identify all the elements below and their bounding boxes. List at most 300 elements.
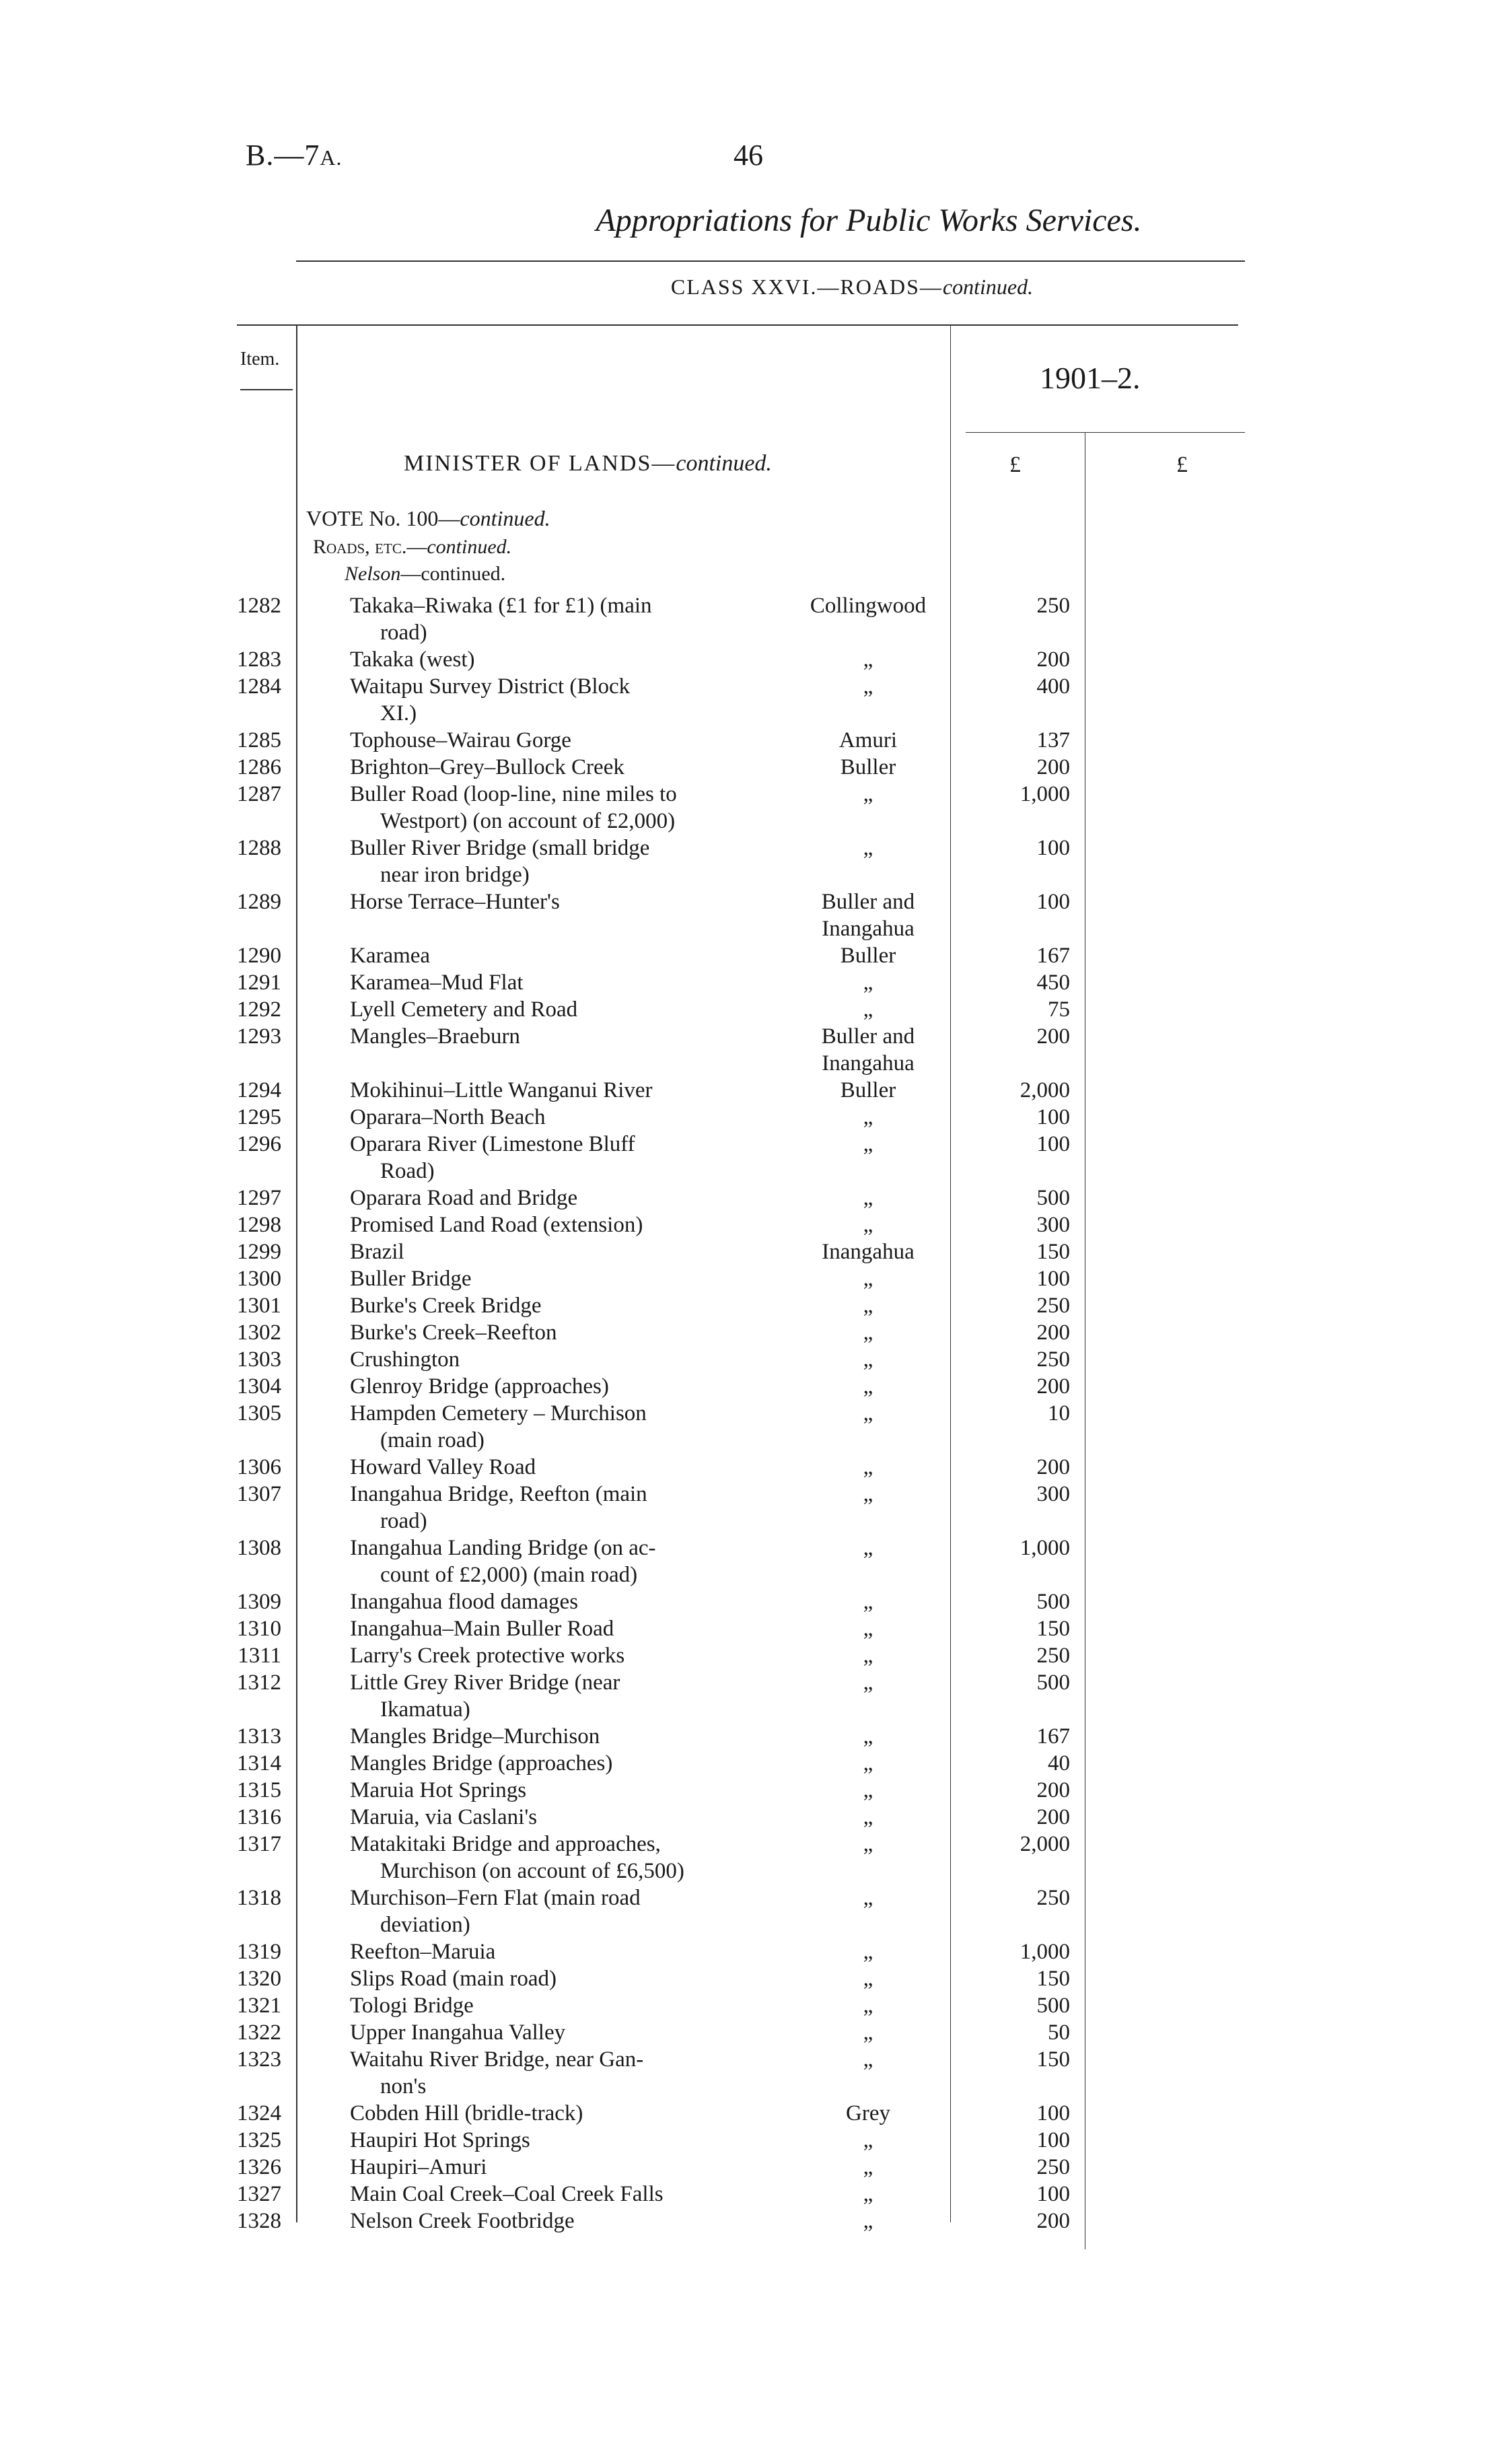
roads-subheading-main: Roads, etc.—: [313, 536, 427, 558]
district-line: „: [863, 836, 873, 860]
year-header-rule: [966, 432, 1245, 433]
item-column-divider: [296, 324, 297, 2222]
amount: 500: [1036, 1994, 1070, 2018]
amount: 10: [1048, 1401, 1070, 1425]
item-description-line: Maruia, via Caslani's: [350, 1805, 538, 1829]
nelson-subheading-continued: —continued.: [400, 563, 506, 585]
amount: 100: [1036, 2182, 1070, 2206]
amount: 40: [1048, 1751, 1070, 1775]
district: [791, 1588, 945, 1615]
item-description-continuation: Ikamatua): [380, 1697, 470, 1722]
district: [791, 1642, 945, 1669]
item-description: [350, 2100, 781, 2127]
amount: 200: [1036, 755, 1070, 779]
item-number: 1321: [237, 1994, 281, 2018]
item-description: [350, 1750, 781, 1777]
item-description-line: Oparara River (Limestone Bluff: [350, 1132, 635, 1156]
nelson-subheading-main: Nelson: [345, 563, 401, 585]
amount: 300: [1036, 1213, 1070, 1237]
page-number: 46: [734, 139, 763, 172]
district-line: „: [863, 647, 873, 672]
item-description-line: Buller Bridge: [350, 1267, 472, 1291]
amount: 200: [1036, 2209, 1070, 2233]
item-description: [350, 1615, 781, 1642]
district: [791, 1777, 945, 1804]
item-number: 1315: [237, 1778, 281, 1802]
item-number: 1312: [237, 1670, 281, 1695]
reference-main: B.—7: [246, 139, 320, 172]
item-number: 1288: [237, 836, 281, 860]
district: [791, 1938, 945, 1965]
item-description: [350, 2181, 781, 2208]
item-description: [350, 2046, 781, 2100]
district-line: „: [863, 1401, 873, 1425]
district-line: „: [863, 1321, 873, 1345]
vote-heading-main: VOTE No. 100—: [306, 506, 460, 530]
district-line: Buller: [840, 1078, 896, 1102]
district: [791, 1885, 945, 1911]
item-description: [350, 1319, 781, 1346]
item-number: 1293: [237, 1024, 281, 1049]
district: [791, 1400, 945, 1427]
amount: 400: [1036, 674, 1070, 699]
item-description: [350, 1023, 781, 1050]
district-line: „: [863, 2209, 873, 2233]
item-description-line: Reefton–Maruia: [350, 1940, 496, 1964]
table-top-rule: [237, 324, 1238, 326]
amount: 100: [1036, 1267, 1070, 1291]
item-description-line: Inangahua Landing Bridge (on ac-: [350, 1536, 656, 1560]
district: [791, 1992, 945, 2019]
district: [791, 1131, 945, 1158]
item-number: 1290: [237, 944, 281, 968]
item-description-line: Karamea–Mud Flat: [350, 971, 524, 995]
district: [791, 2100, 945, 2127]
item-description-line: Mokihinui–Little Wanganui River: [350, 1078, 653, 1102]
district: [791, 1265, 945, 1292]
amount: 250: [1036, 594, 1070, 618]
item-description-continuation: near iron bridge): [380, 863, 530, 887]
item-description: [350, 996, 781, 1023]
item-description-line: Howard Valley Road: [350, 1455, 536, 1479]
item-description-line: Cobden Hill (bridle-track): [350, 2101, 583, 2125]
item-description-line: Oparara–North Beach: [350, 1105, 546, 1129]
item-column-header: Item.: [240, 349, 280, 369]
district: [791, 1185, 945, 1211]
item-description: [350, 592, 781, 646]
amount: 200: [1036, 1455, 1070, 1479]
item-number: 1298: [237, 1213, 281, 1237]
amount: 2,000: [1020, 1832, 1070, 1856]
minister-heading-main: MINISTER OF LANDS—: [404, 451, 676, 476]
top-rule: [296, 260, 1245, 262]
item-description-line: Hampden Cemetery – Murchison: [350, 1401, 647, 1425]
item-description: [350, 942, 781, 969]
item-description-line: Crushington: [350, 1347, 460, 1372]
district: [791, 1669, 945, 1696]
item-number: 1296: [237, 1132, 281, 1156]
item-description: [350, 2127, 781, 2154]
item-number: 1328: [237, 2209, 281, 2233]
amount: 200: [1036, 1778, 1070, 1802]
year-column-header: 1901–2.: [1040, 361, 1141, 395]
amount: 75: [1048, 997, 1070, 1022]
roads-subheading: [313, 536, 511, 559]
item-description: [350, 1777, 781, 1804]
item-description-line: Inangahua Bridge, Reefton (main: [350, 1482, 647, 1506]
pound-sign-column-b: £: [1176, 452, 1188, 477]
item-number: 1289: [237, 890, 281, 914]
amount: 500: [1036, 1670, 1070, 1695]
district-line: „: [863, 2047, 873, 2072]
district-line: „: [863, 1994, 873, 2018]
district-line: Buller and: [821, 890, 915, 914]
district-line: „: [863, 1778, 873, 1802]
item-number: 1306: [237, 1455, 281, 1479]
item-number: 1304: [237, 1374, 281, 1399]
district: [791, 1238, 945, 1265]
district-continuation: Inangahua: [822, 917, 915, 941]
item-number: 1316: [237, 1805, 281, 1829]
item-number: 1299: [237, 1240, 281, 1264]
item-description-line: Burke's Creek Bridge: [350, 1294, 542, 1318]
district: [791, 942, 945, 969]
item-description-line: Tologi Bridge: [350, 1994, 474, 2018]
item-description: [350, 1804, 781, 1831]
district-line: „: [863, 782, 873, 806]
district: [791, 1615, 945, 1642]
item-number: 1310: [237, 1617, 281, 1641]
amount: 100: [1036, 1105, 1070, 1129]
amount: 250: [1036, 2155, 1070, 2179]
item-description-line: Larry's Creek protective works: [350, 1644, 625, 1668]
district-line: „: [863, 1940, 873, 1964]
item-description-line: Takaka (west): [350, 647, 475, 672]
district: [791, 1535, 945, 1561]
amount: 100: [1036, 836, 1070, 860]
item-description: [350, 1211, 781, 1238]
amount: 500: [1036, 1186, 1070, 1210]
item-description: [350, 1992, 781, 2019]
item-number: 1300: [237, 1267, 281, 1291]
vote-heading-continued: continued.: [460, 506, 550, 530]
item-description-line: Buller Road (loop-line, nine miles to: [350, 782, 677, 806]
item-description-line: Takaka–Riwaka (£1 for £1) (main: [350, 594, 652, 618]
district-line: „: [863, 1132, 873, 1156]
item-number: 1327: [237, 2182, 281, 2206]
item-description: [350, 2154, 781, 2181]
district-line: Buller: [840, 944, 896, 968]
item-description-continuation: road): [380, 621, 427, 645]
amount: 100: [1036, 890, 1070, 914]
district-line: „: [863, 1455, 873, 1479]
item-description: [350, 1400, 781, 1454]
item-description: [350, 1535, 781, 1588]
district-line: „: [863, 2020, 873, 2045]
district: [791, 2208, 945, 2234]
item-number: 1286: [237, 755, 281, 779]
item-description-line: Burke's Creek–Reefton: [350, 1321, 557, 1345]
item-description: [350, 2208, 781, 2234]
class-heading-continued: continued.: [942, 275, 1034, 299]
item-description-line: Mangles Bridge (approaches): [350, 1751, 613, 1775]
item-description-line: Horse Terrace–Hunter's: [350, 890, 560, 914]
district-line: Collingwood: [810, 594, 927, 618]
district-line: „: [863, 1267, 873, 1291]
item-number: 1326: [237, 2155, 281, 2179]
district-line: „: [863, 1590, 873, 1614]
district-line: „: [863, 2128, 873, 2152]
district: [791, 1750, 945, 1777]
district-line: „: [863, 1347, 873, 1372]
item-description: [350, 673, 781, 727]
amount: 200: [1036, 1805, 1070, 1829]
item-number: 1284: [237, 674, 281, 699]
district: [791, 969, 945, 996]
item-description-line: Main Coal Creek–Coal Creek Falls: [350, 2182, 664, 2206]
item-description-line: Inangahua–Main Buller Road: [350, 1617, 614, 1641]
item-number: 1314: [237, 1751, 281, 1775]
amount: 200: [1036, 1374, 1070, 1399]
item-number: 1302: [237, 1321, 281, 1345]
district-line: „: [863, 2182, 873, 2206]
district: [791, 1319, 945, 1346]
district: [791, 646, 945, 673]
roads-subheading-continued: continued.: [427, 536, 512, 558]
item-number: 1308: [237, 1536, 281, 1560]
item-number: 1294: [237, 1078, 281, 1102]
item-description-continuation: non's: [380, 2074, 427, 2099]
item-description: [350, 1831, 781, 1885]
page-title: Appropriations for Public Works Services.: [596, 203, 1142, 238]
amount: 1,000: [1020, 782, 1070, 806]
item-number: 1323: [237, 2047, 281, 2072]
item-description-line: Little Grey River Bridge (near: [350, 1670, 620, 1695]
item-description-line: Karamea: [350, 944, 431, 968]
amount: 150: [1036, 1240, 1070, 1264]
district-line: Grey: [846, 2101, 890, 2125]
item-description-continuation: XI.): [380, 701, 417, 726]
district-line: „: [863, 1886, 873, 1910]
amount: 2,000: [1020, 1078, 1070, 1102]
item-description-line: Mangles Bridge–Murchison: [350, 1724, 600, 1749]
amount: 100: [1036, 2128, 1070, 2152]
item-number: 1301: [237, 1294, 281, 1318]
district-line: „: [863, 1751, 873, 1775]
item-description: [350, 2019, 781, 2046]
item-description-line: Nelson Creek Footbridge: [350, 2209, 575, 2233]
item-description: [350, 1938, 781, 1965]
item-description: [350, 1885, 781, 1938]
district: [791, 673, 945, 700]
item-description-continuation: Road): [380, 1159, 435, 1183]
item-description-line: Murchison–Fern Flat (main road: [350, 1886, 641, 1910]
class-heading: [0, 275, 1502, 300]
item-description: [350, 1346, 781, 1373]
item-number: 1325: [237, 2128, 281, 2152]
district-line: „: [863, 1536, 873, 1560]
district-line: „: [863, 1805, 873, 1829]
class-heading-main: CLASS XXVI.—ROADS—: [670, 275, 943, 299]
amount: 50: [1048, 2020, 1070, 2045]
item-description: [350, 835, 781, 888]
item-number: 1303: [237, 1347, 281, 1372]
district-line: „: [863, 971, 873, 995]
item-description-line: Glenroy Bridge (approaches): [350, 1374, 609, 1399]
item-number: 1283: [237, 647, 281, 672]
item-description: [350, 1454, 781, 1481]
item-number: 1320: [237, 1967, 281, 1991]
item-description-continuation: count of £2,000) (main road): [380, 1563, 638, 1587]
amount: 250: [1036, 1294, 1070, 1318]
item-number: 1292: [237, 997, 281, 1022]
item-description-line: Matakitaki Bridge and approaches,: [350, 1832, 661, 1856]
district-line: „: [863, 1186, 873, 1210]
vote-heading: [306, 506, 550, 531]
amount: 150: [1036, 1617, 1070, 1641]
district-line: Buller and: [821, 1024, 915, 1049]
district: [791, 2154, 945, 2181]
district-line: „: [863, 1644, 873, 1668]
item-description-continuation: road): [380, 1509, 427, 1533]
item-number: 1307: [237, 1482, 281, 1506]
item-description: [350, 1669, 781, 1723]
district: [791, 1023, 945, 1077]
item-number: 1287: [237, 782, 281, 806]
item-description-continuation: (main road): [380, 1428, 485, 1452]
district-line: „: [863, 1724, 873, 1749]
district-line: „: [863, 1617, 873, 1641]
item-description-line: Waitahu River Bridge, near Gan-: [350, 2047, 644, 2072]
item-description-continuation: Murchison (on account of £6,500): [380, 1859, 684, 1883]
item-description: [350, 1292, 781, 1319]
item-description-line: Upper Inangahua Valley: [350, 2020, 566, 2045]
item-description: [350, 1238, 781, 1265]
district-line: „: [863, 1670, 873, 1695]
item-header-underline: [240, 389, 293, 390]
item-description-line: Mangles–Braeburn: [350, 1024, 520, 1049]
amount: 100: [1036, 2101, 1070, 2125]
district: [791, 835, 945, 861]
item-description-continuation: Westport) (on account of £2,000): [380, 809, 676, 833]
district-line: „: [863, 1482, 873, 1506]
item-description: [350, 1642, 781, 1669]
item-description-line: Brazil: [350, 1240, 404, 1264]
amount: 167: [1036, 1724, 1070, 1749]
item-description: [350, 888, 781, 915]
item-description-line: Maruia Hot Springs: [350, 1778, 527, 1802]
amount: 150: [1036, 1967, 1070, 1991]
district: [791, 2019, 945, 2046]
district: [791, 2046, 945, 2073]
item-number: 1313: [237, 1724, 281, 1749]
district-line: Buller: [840, 755, 896, 779]
item-description-line: Waitapu Survey District (Block: [350, 674, 631, 699]
amount: 100: [1036, 1132, 1070, 1156]
district-line: „: [863, 1294, 873, 1318]
item-number: 1297: [237, 1186, 281, 1210]
district-line: Amuri: [838, 728, 898, 752]
reference-suffix: A.: [320, 145, 343, 170]
item-description-line: Buller River Bridge (small bridge: [350, 836, 650, 860]
item-description: [350, 1723, 781, 1750]
item-number: 1324: [237, 2101, 281, 2125]
district: [791, 727, 945, 754]
item-description-line: Slips Road (main road): [350, 1967, 557, 1991]
amount: 167: [1036, 944, 1070, 968]
item-number: 1311: [238, 1644, 281, 1668]
district: [791, 1454, 945, 1481]
item-number: 1285: [237, 728, 281, 752]
amount: 150: [1036, 2047, 1070, 2072]
item-number: 1291: [237, 971, 281, 995]
district-column-divider: [950, 324, 951, 2222]
district-line: „: [863, 1213, 873, 1237]
district-line: „: [863, 997, 873, 1022]
amount: 200: [1036, 647, 1070, 672]
document-reference: [246, 138, 342, 172]
district: [791, 1831, 945, 1858]
district: [791, 2127, 945, 2154]
district: [791, 754, 945, 781]
item-description-continuation: deviation): [380, 1913, 470, 1937]
minister-heading-continued: continued.: [676, 451, 772, 476]
district: [791, 1481, 945, 1508]
district-line: „: [863, 1374, 873, 1399]
amount: 250: [1036, 1886, 1070, 1910]
district: [791, 1373, 945, 1400]
item-description: [350, 781, 781, 835]
nelson-subheading: [345, 563, 505, 586]
item-number: 1317: [237, 1832, 281, 1856]
district: [791, 996, 945, 1023]
amount: 1,000: [1020, 1536, 1070, 1560]
amount: 450: [1036, 971, 1070, 995]
item-number: 1322: [237, 2020, 281, 2045]
item-description: [350, 1104, 781, 1131]
district: [791, 1723, 945, 1750]
item-description-line: Brighton–Grey–Bullock Creek: [350, 755, 624, 779]
amount: 137: [1036, 728, 1070, 752]
pound-sign-column-a: £: [1009, 452, 1021, 477]
item-number: 1282: [237, 594, 281, 618]
item-description-line: Tophouse–Wairau Gorge: [350, 728, 571, 752]
item-description: [350, 1131, 781, 1185]
district-line: „: [863, 1832, 873, 1856]
item-description-line: Oparara Road and Bridge: [350, 1186, 578, 1210]
amount: 250: [1036, 1347, 1070, 1372]
district: [791, 1211, 945, 1238]
item-description-line: Lyell Cemetery and Road: [350, 997, 578, 1022]
item-description: [350, 1265, 781, 1292]
item-description: [350, 1588, 781, 1615]
amount: 200: [1036, 1321, 1070, 1345]
item-description: [350, 754, 781, 781]
district: [791, 781, 945, 808]
district: [791, 2181, 945, 2208]
amount: 500: [1036, 1590, 1070, 1614]
item-description: [350, 969, 781, 996]
item-description: [350, 646, 781, 673]
item-number: 1318: [237, 1886, 281, 1910]
item-description: [350, 1481, 781, 1535]
district-line: „: [863, 2155, 873, 2179]
district-line: Inangahua: [822, 1240, 915, 1264]
item-description-line: Inangahua flood damages: [350, 1590, 579, 1614]
amount: 1,000: [1020, 1940, 1070, 1964]
item-description: [350, 1077, 781, 1104]
item-description: [350, 727, 781, 754]
